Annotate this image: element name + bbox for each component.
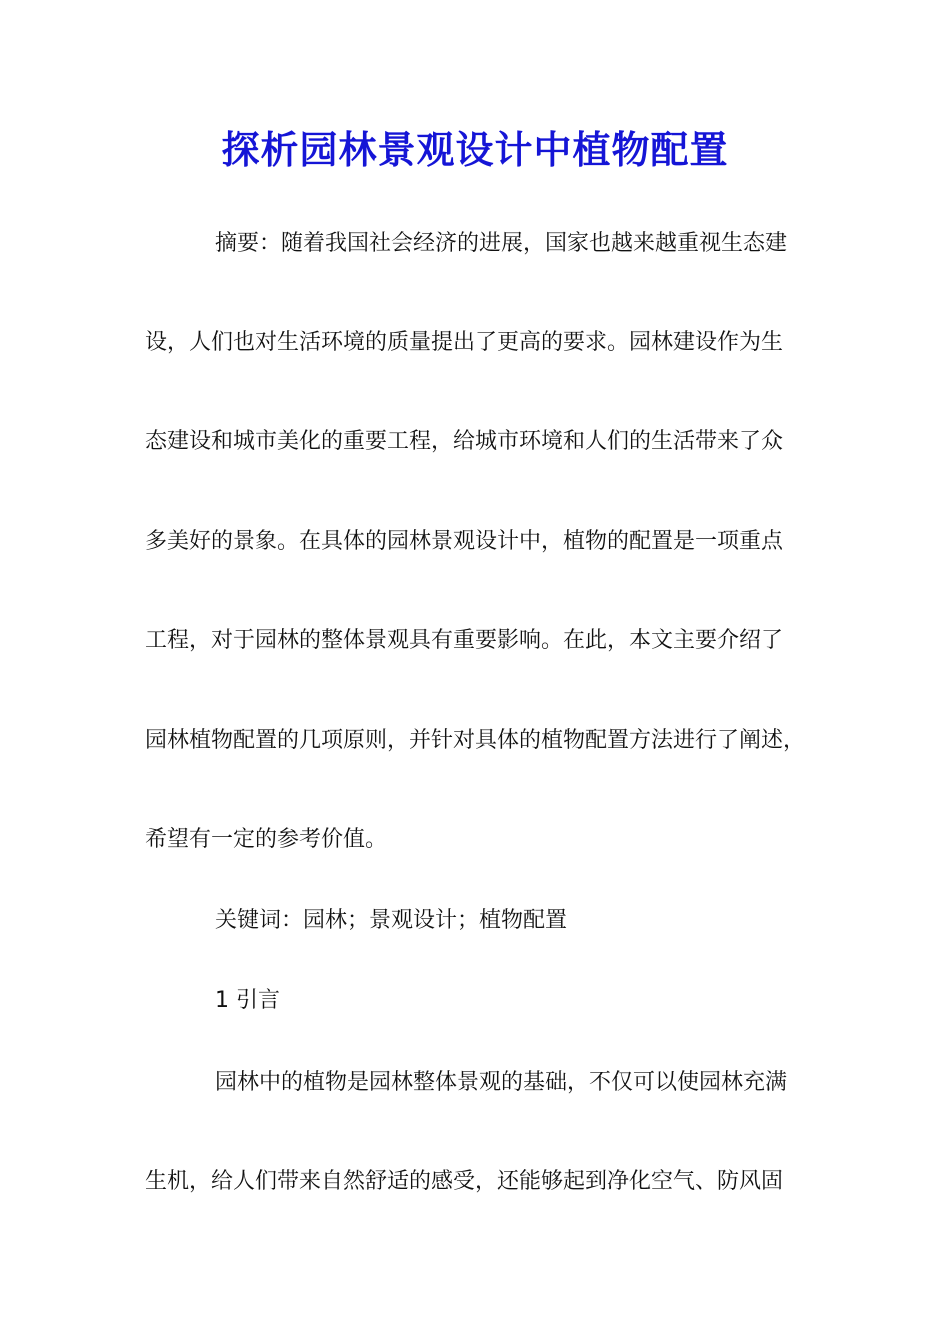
document-title: 探析园林景观设计中植物配置 [221, 127, 729, 172]
abstract-line-1: 摘要：随着我国社会经济的进展，国家也越来越重视生态建 [215, 231, 788, 256]
body-line-2: 生机，给人们带来自然舒适的感受，还能够起到净化空气、防风固 [145, 1169, 784, 1194]
abstract-line-4: 多美好的景象。在具体的园林景观设计中，植物的配置是一项重点 [145, 529, 784, 554]
abstract-line-6: 园林植物配置的几项原则，并针对具体的植物配置方法进行了阐述， [145, 728, 806, 753]
abstract-line-3: 态建设和城市美化的重要工程，给城市环境和人们的生活带来了众 [145, 429, 784, 454]
body-line-1: 园林中的植物是园林整体景观的基础，不仅可以使园林充满 [215, 1070, 788, 1095]
abstract-line-5: 工程，对于园林的整体景观具有重要影响。在此，本文主要介绍了 [145, 628, 784, 653]
section-heading-introduction: 1 引言 [215, 988, 280, 1013]
abstract-line-7: 希望有一定的参考价值。 [145, 827, 388, 852]
abstract-line-2: 设，人们也对生活环境的质量提出了更高的要求。园林建设作为生 [145, 330, 784, 355]
keywords-line: 关键词：园林；景观设计；植物配置 [215, 908, 568, 933]
